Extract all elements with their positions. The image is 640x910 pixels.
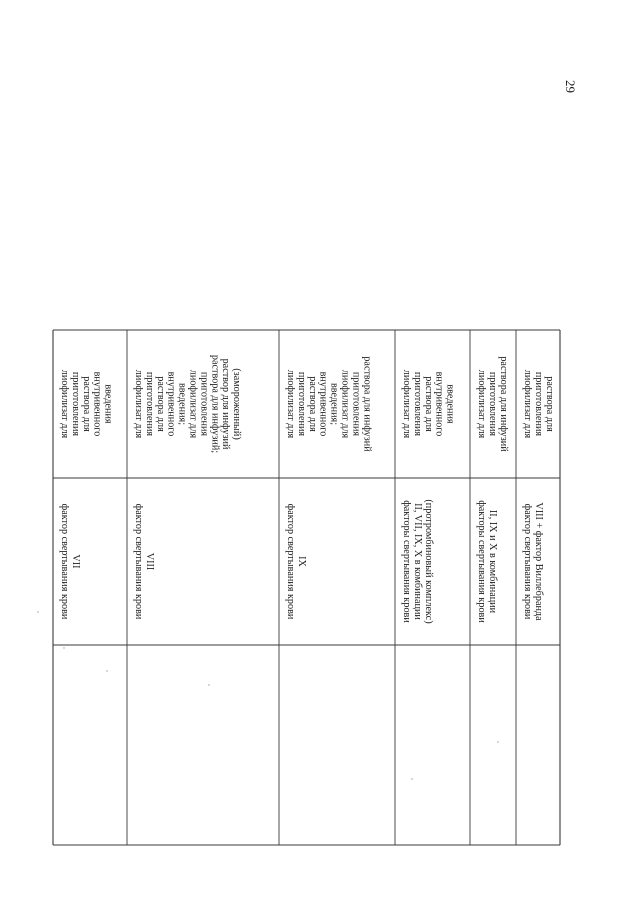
dosage-form-line: внутривенного <box>91 371 103 437</box>
substance-name-line: VIII <box>143 552 155 571</box>
dosage-form-line: раствора для <box>80 376 92 432</box>
dosage-form-line: приготовления <box>532 371 544 437</box>
scan-speck <box>411 778 412 779</box>
substance-name-line: фактор свертывания крови <box>133 503 144 620</box>
substance-name-line: II, IX и X в комбинации <box>486 509 498 614</box>
scan-speck <box>63 647 64 648</box>
dosage-form-line: лиофилизат для <box>59 369 70 439</box>
dosage-form-line: лиофилизат для <box>285 369 296 439</box>
dosage-form-line: раствора для инфузий; <box>209 354 221 454</box>
substance-name-line: факторы свертывания крови <box>476 500 487 623</box>
dosage-form-line: лиофилизат для <box>187 369 199 439</box>
substance-name-line: факторы свертывания крови <box>401 500 412 623</box>
dosage-form-line: лиофилизат для <box>401 369 412 439</box>
dosage-form-line: раствора для <box>543 376 555 432</box>
substance-name-line: фактор свертывания крови <box>285 503 296 620</box>
dosage-form-line: внутривенного <box>433 371 445 437</box>
dosage-form-line: приготовления <box>69 371 81 437</box>
dosage-form-line: лиофилизат для <box>133 369 144 439</box>
dosage-form-line: лиофилизат для <box>522 369 533 439</box>
dosage-form-line: приготовления <box>143 371 155 437</box>
dosage-form-line: раствора для <box>422 376 434 432</box>
dosage-form-line: приготовления <box>486 371 498 437</box>
dosage-form-line: раствор для инфузий <box>220 358 232 450</box>
dosage-form-line: приготовления <box>198 371 210 437</box>
dosage-form-line: раствора для <box>154 376 166 432</box>
dosage-form-line: раствора для инфузий <box>497 356 509 452</box>
scan-speck <box>106 670 107 671</box>
scan-speck <box>37 611 38 612</box>
scan-speck <box>208 684 209 685</box>
dosage-form-line: введения <box>444 384 456 424</box>
dosage-form-line: приготовления <box>411 371 423 437</box>
substance-name-line: II, VII, IX, X в комбинации <box>411 503 423 620</box>
dosage-form-line: введения <box>102 384 114 424</box>
dosage-form-line: лиофилизат для <box>476 369 487 439</box>
dosage-form-line: приготовления <box>295 371 307 437</box>
substance-name-line: фактор свертывания крови <box>59 503 70 620</box>
substance-name-line: VIII + фактор Виллебранда <box>532 502 544 621</box>
dosage-form-line: раствора для инфузий <box>361 356 373 452</box>
dosage-form-line: (замороженный) <box>231 368 243 440</box>
dosage-form-line: лиофилизат для <box>339 369 351 439</box>
dosage-form-line: введения; <box>328 382 340 426</box>
substance-name-line: IX <box>295 556 307 567</box>
dosage-form-line: раствора для <box>306 376 318 432</box>
dosage-form-line: приготовления <box>350 371 362 437</box>
dosage-form-line: введения; <box>176 382 188 426</box>
substance-name-line: (протромбиновый комплекс) <box>422 499 434 624</box>
dosage-form-line: внутривенного <box>317 371 329 437</box>
substance-name-line: VII <box>69 554 81 569</box>
substance-name-line: фактор свертывания крови <box>522 503 533 620</box>
scan-speck <box>497 741 498 742</box>
page-number: 29 <box>563 80 578 93</box>
dosage-form-line: внутривенного <box>165 371 177 437</box>
